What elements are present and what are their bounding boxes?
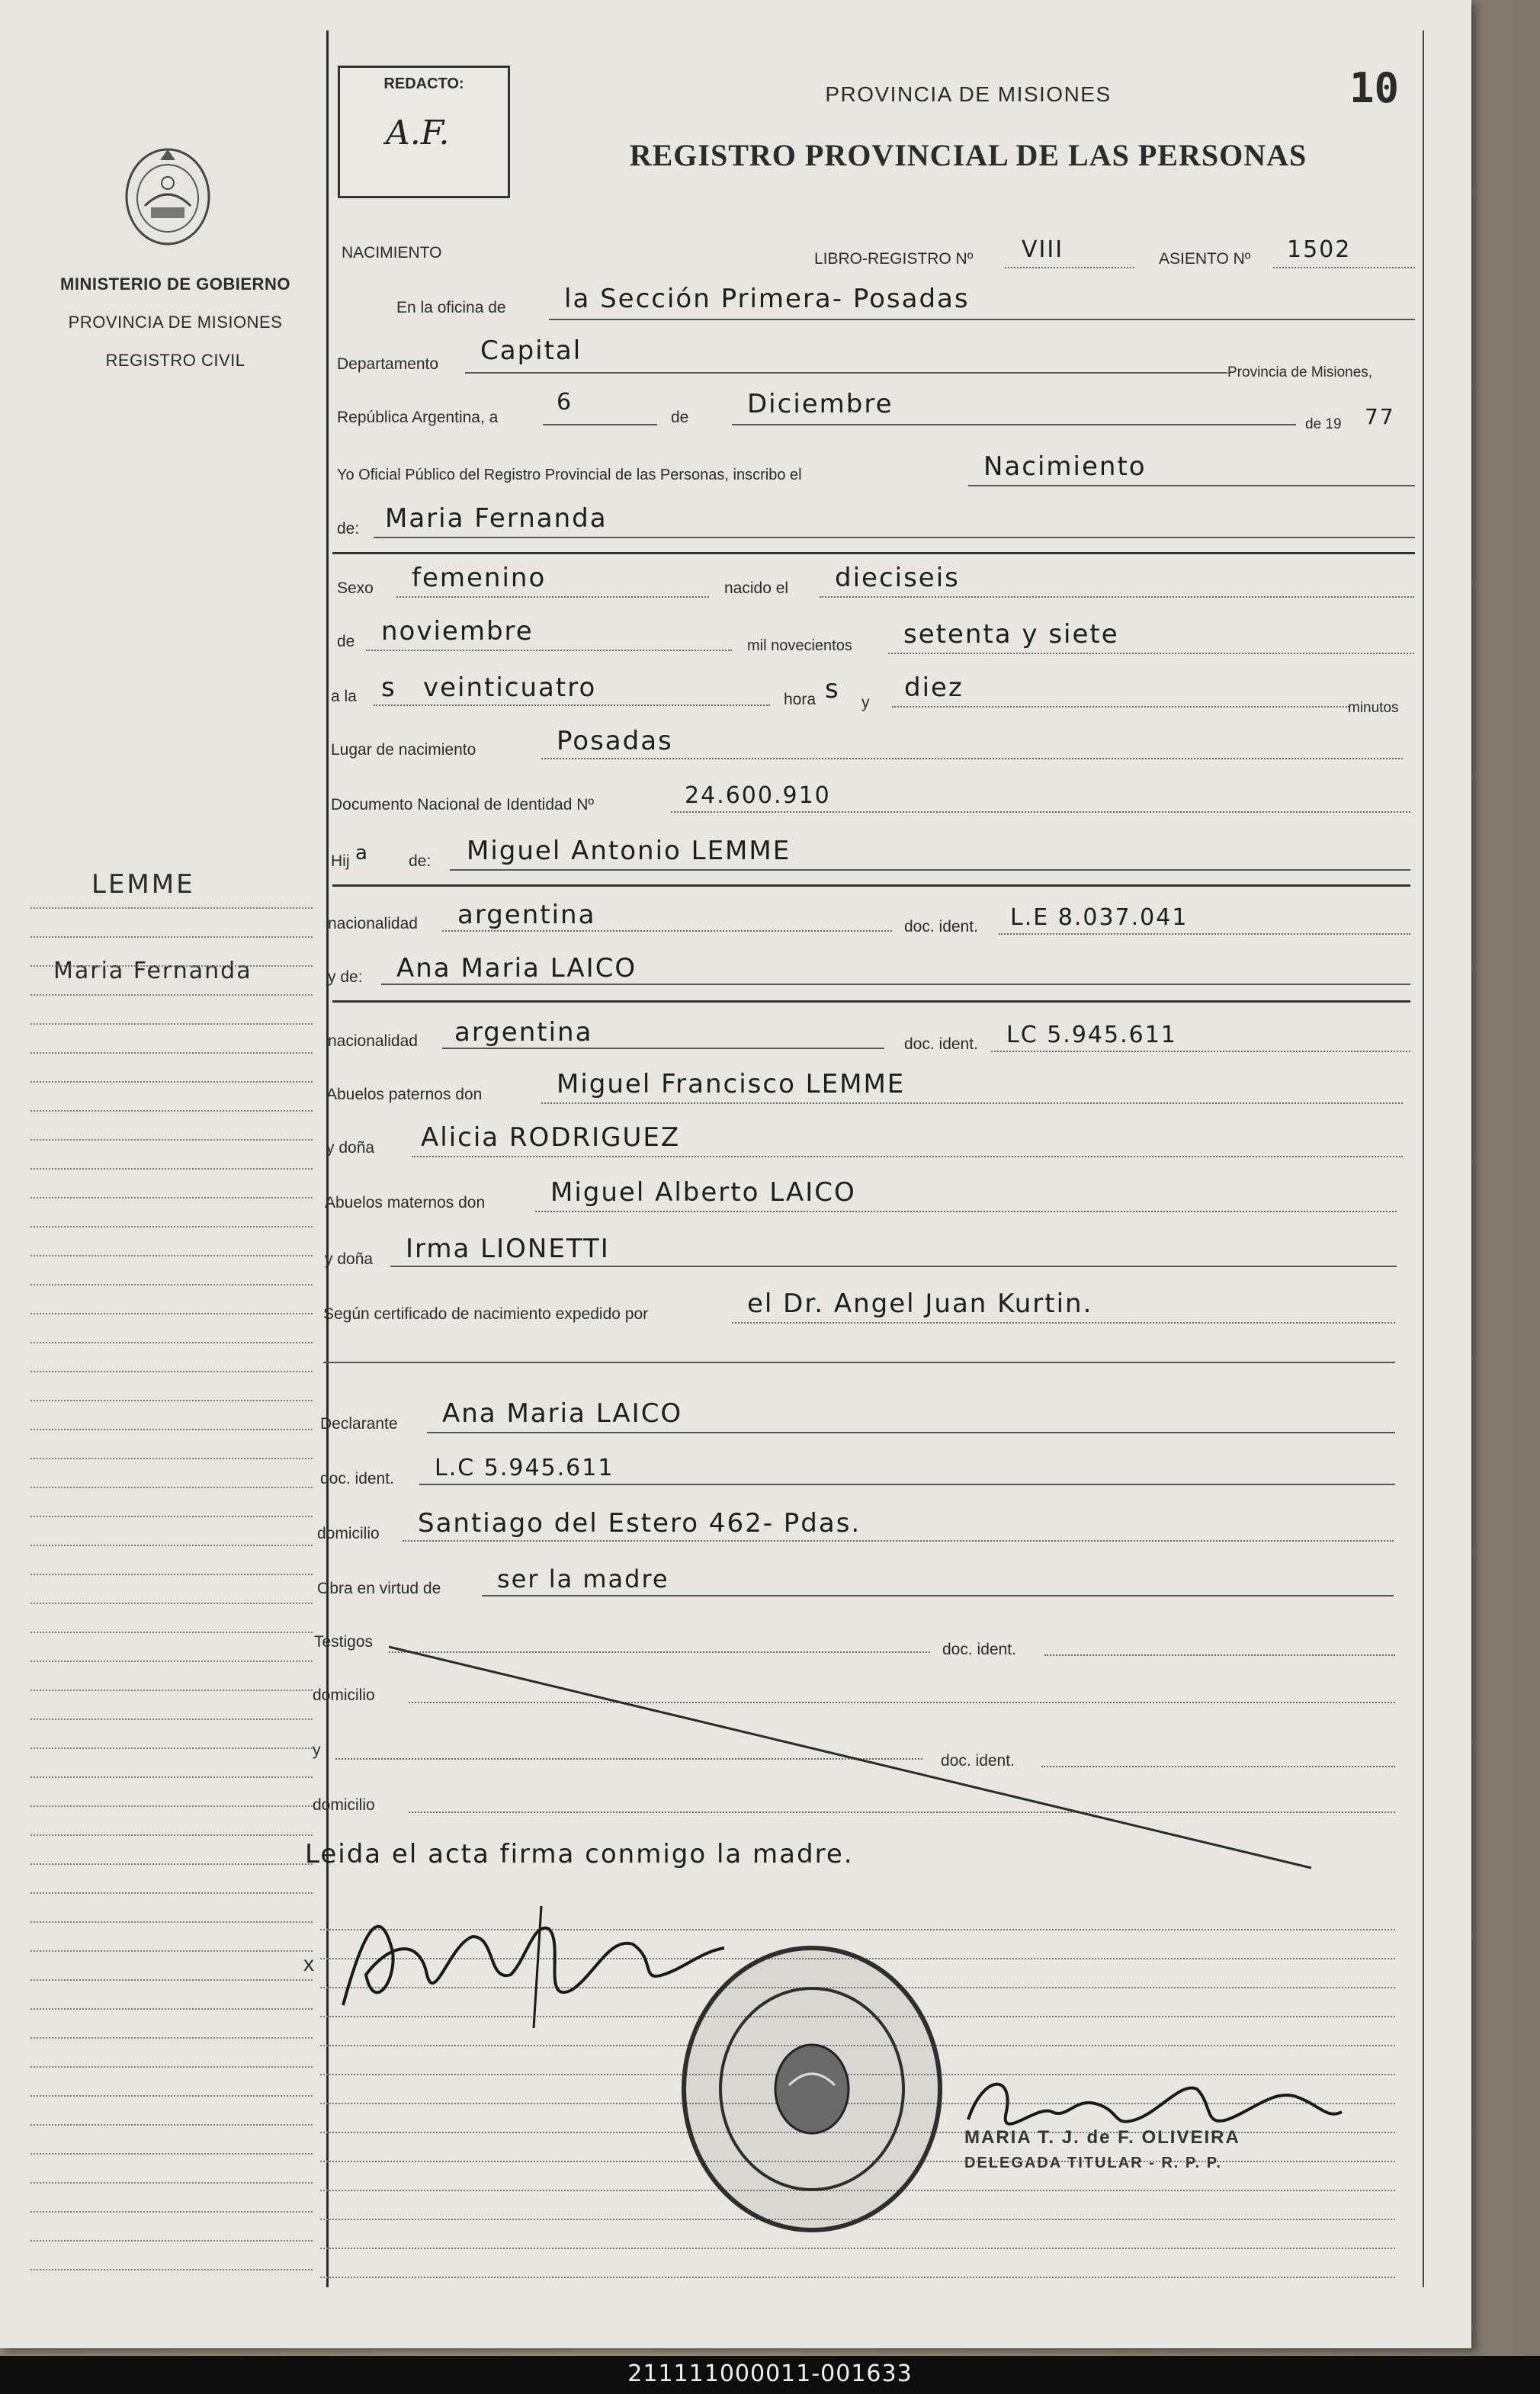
margin-ruled-line — [30, 1632, 313, 1633]
lugar-value: Posadas — [557, 726, 673, 756]
margin-ruled-line — [30, 1747, 313, 1749]
hora-value: veinticuatro — [423, 672, 597, 703]
cert-line-2 — [323, 1362, 1395, 1363]
mother-underline — [332, 1000, 1410, 1003]
margin-ruled-line — [30, 1342, 313, 1343]
dni-label: Documento Nacional de Identidad Nº — [331, 796, 595, 814]
margin-ruled-line — [30, 2037, 313, 2039]
testigos-label: Testigos — [314, 1633, 374, 1651]
signature-ruled-line — [320, 2248, 1395, 2249]
nac2-value: argentina — [454, 1017, 593, 1048]
margin-ruled-line — [30, 2182, 313, 2184]
margin-ruled-line — [30, 1603, 313, 1604]
domicilio-label: domicilio — [317, 1525, 380, 1542]
nacido-line — [820, 596, 1414, 598]
docdecl-value: L.C 5.945.611 — [435, 1455, 614, 1481]
asiento-line — [1273, 267, 1415, 268]
yde-label: y de: — [328, 968, 363, 986]
minutos-label: minutos — [1348, 700, 1399, 716]
redacto-value: A.F. — [386, 114, 450, 152]
lugar-label: Lugar de nacimiento — [331, 741, 476, 759]
dni-line — [671, 811, 1410, 813]
margin-ruled-line — [30, 1690, 313, 1691]
declarant-signature-icon — [320, 1891, 732, 2043]
declarante-line — [427, 1432, 1395, 1433]
name-de-label: de: — [337, 520, 360, 538]
testdom2-label: domicilio — [313, 1796, 375, 1814]
doc2-line — [991, 1051, 1410, 1052]
de-label: de — [671, 409, 689, 426]
margin-ruled-line — [30, 1487, 313, 1488]
mil-label: mil novecientos — [747, 637, 852, 654]
declarante-label: Declarante — [320, 1415, 398, 1433]
doc1-value: L.E 8.037.041 — [1010, 904, 1189, 931]
obra-value: ser la madre — [497, 1564, 669, 1593]
margin-ruled-line — [30, 2124, 313, 2126]
dni-value: 24.600.910 — [685, 782, 831, 809]
lugar-line — [541, 758, 1403, 759]
record-type-label: NACIMIENTO — [342, 244, 442, 262]
margin-ruled-line — [30, 2211, 313, 2213]
nacido-label: nacido el — [724, 579, 789, 597]
page-title: REGISTRO PROVINCIAL DE LAS PERSONAS — [629, 138, 1307, 172]
horas-suffix: s — [825, 674, 840, 704]
margin-ruled-line — [30, 1226, 313, 1227]
name-underline — [332, 552, 1415, 554]
oficial-label: Yo Oficial Público del Registro Provincial de las Personas, inscribo el — [337, 467, 802, 483]
docdecl-line — [419, 1484, 1395, 1485]
domicilio-line — [403, 1540, 1394, 1542]
margin-ruled-line — [30, 1805, 313, 1807]
minutos-line — [892, 706, 1349, 708]
libro-line — [1005, 267, 1134, 268]
official-seal-icon — [675, 1940, 949, 2238]
abm2-line — [390, 1266, 1397, 1267]
sexo-value: femenino — [412, 563, 547, 593]
father-line — [450, 869, 1410, 871]
margin-ruled-line — [30, 1863, 313, 1865]
birth-month-de-label: de — [337, 633, 355, 650]
testdoc2-label: doc. ident. — [941, 1752, 1015, 1770]
officer-title: DELEGADA TITULAR - R. P. P. — [964, 2155, 1223, 2171]
image-id-label: 211111000011-001633 — [627, 2360, 913, 2387]
ydona1-label: y doña — [326, 1139, 375, 1157]
margin-ruled-line — [30, 1023, 313, 1025]
oficina-label: En la oficina de — [396, 299, 506, 316]
cert-label: Según certificado de nacimiento expedido por — [323, 1305, 649, 1323]
margin-ruled-line — [30, 1110, 313, 1112]
margin-ruled-line — [30, 1661, 313, 1662]
birth-month-value: noviembre — [381, 616, 534, 647]
oficina-value: la Sección Primera- Posadas — [564, 284, 970, 314]
sidebar-surname: LEMME — [91, 869, 195, 900]
signature-ruled-line — [320, 2277, 1395, 2278]
signature-x-mark: x — [303, 1952, 314, 1975]
nacido-value: dieciseis — [835, 563, 960, 593]
name-value: Maria Fernanda — [385, 503, 608, 534]
abm-value: Miguel Alberto LAICO — [550, 1177, 856, 1208]
right-border — [1423, 30, 1424, 2287]
margin-ruled-line — [30, 1979, 313, 1981]
obra-label: Obra en virtud de — [317, 1580, 441, 1597]
docdecl-label: doc. ident. — [320, 1470, 394, 1487]
header-province: PROVINCIA DE MISIONES — [825, 82, 1112, 106]
ala-label: a la — [331, 688, 357, 705]
sexo-label: Sexo — [337, 579, 374, 597]
domicilio-value: Santiago del Estero 462- Pdas. — [418, 1508, 861, 1539]
father-value: Miguel Antonio LEMME — [467, 836, 791, 866]
abm-line — [535, 1211, 1397, 1212]
margin-ruled-line — [30, 1574, 313, 1575]
margin-ruled-line — [30, 1139, 313, 1141]
abp-line — [541, 1102, 1403, 1104]
republica-label: República Argentina, a — [337, 409, 499, 426]
sexo-line — [396, 596, 709, 598]
declarante-value: Ana Maria LAICO — [442, 1398, 683, 1429]
minutos-value: diez — [904, 672, 964, 703]
margin-ruled-line — [30, 1313, 313, 1314]
departamento-line — [465, 372, 1227, 374]
margin-ruled-line — [30, 2008, 313, 2010]
testy-label: y — [313, 1741, 321, 1759]
abm2-value: Irma LIONETTI — [406, 1234, 610, 1264]
margin-ruled-line — [30, 1776, 313, 1778]
doc1-label: doc. ident. — [904, 918, 978, 935]
nac1-line — [442, 930, 892, 932]
father-underline — [332, 884, 1410, 887]
margin-ruled-line — [30, 936, 313, 938]
obra-line — [482, 1595, 1394, 1597]
name-line — [374, 537, 1415, 538]
registry-label: REGISTRO CIVIL — [105, 351, 245, 370]
year-value: 77 — [1365, 404, 1395, 429]
testdoc1-label: doc. ident. — [942, 1641, 1016, 1658]
nac1-label: nacionalidad — [328, 915, 418, 932]
abp2-line — [412, 1156, 1403, 1157]
margin-ruled-line — [30, 1371, 313, 1372]
year-prefix: de 19 — [1305, 416, 1342, 432]
departamento-label: Departamento — [337, 355, 439, 373]
margin-ruled-line — [30, 1950, 313, 1952]
mother-line — [381, 984, 1410, 985]
hora-value-prefix: s — [381, 672, 396, 703]
departamento-value: Capital — [480, 335, 582, 366]
margin-ruled-line — [30, 1545, 313, 1546]
provincial-emblem-icon — [114, 137, 221, 252]
abp-label: Abuelos paternos don — [326, 1086, 483, 1103]
month-line — [732, 424, 1296, 425]
sidebar-given-names: Maria Fernanda — [53, 958, 252, 984]
birth-month-line — [366, 650, 732, 651]
margin-ruled-line — [30, 1168, 313, 1170]
asiento-label: ASIENTO Nº — [1159, 250, 1251, 268]
margin-ruled-line — [30, 1197, 313, 1199]
birth-year-line — [888, 653, 1414, 654]
margin-ruled-line — [30, 907, 313, 909]
ydona2-label: y doña — [325, 1250, 374, 1268]
margin-ruled-line — [30, 2153, 313, 2155]
page-number: 10 — [1349, 64, 1400, 112]
cert-line — [732, 1322, 1395, 1324]
father-de-label: de: — [409, 852, 432, 870]
oficial-line — [968, 485, 1415, 486]
nac2-line — [442, 1048, 884, 1049]
ministry-label: MINISTERIO DE GOBIERNO — [60, 274, 290, 294]
margin-ruled-line — [30, 1429, 313, 1430]
hij-label: Hij — [331, 852, 350, 870]
margin-ruled-line — [30, 1516, 313, 1517]
y-label: y — [861, 694, 870, 711]
margin-ruled-line — [30, 1892, 313, 1894]
nac1-value: argentina — [457, 900, 596, 930]
redacto-box — [338, 66, 510, 198]
mother-value: Ana Maria LAICO — [396, 953, 637, 984]
doc1-line — [999, 933, 1410, 935]
officer-name: MARIA T. J. de F. OLIVEIRA — [964, 2127, 1240, 2148]
nac2-label: nacionalidad — [328, 1032, 418, 1050]
margin-ruled-line — [30, 1284, 313, 1285]
horas-label: hora — [784, 691, 817, 708]
margin-ruled-line — [30, 965, 313, 967]
province-label: PROVINCIA DE MISIONES — [68, 313, 283, 332]
doc2-label: doc. ident. — [904, 1035, 978, 1053]
abm-label: Abuelos maternos don — [325, 1194, 486, 1211]
margin-ruled-line — [30, 1052, 313, 1054]
margin-ruled-line — [30, 2240, 313, 2242]
libro-value: VIII — [1022, 236, 1064, 263]
redacto-label: REDACTO: — [383, 75, 464, 92]
margin-ruled-line — [30, 2095, 313, 2097]
hora-line — [374, 704, 770, 706]
asiento-value: 1502 — [1287, 236, 1352, 263]
margin-ruled-line — [30, 2269, 313, 2270]
hij-suffix: a — [355, 842, 369, 865]
day-line — [543, 424, 657, 425]
margin-ruled-line — [30, 2066, 313, 2068]
closing-statement: Leida el acta firma conmigo la madre. — [305, 1839, 854, 1869]
cert-value: el Dr. Angel Juan Kurtin. — [747, 1288, 1093, 1319]
abp2-value: Alicia RODRIGUEZ — [421, 1122, 681, 1153]
margin-ruled-line — [30, 1718, 313, 1720]
oficial-value: Nacimiento — [983, 451, 1147, 482]
margin-ruled-line — [30, 1081, 313, 1083]
oficina-line — [549, 319, 1415, 320]
provincia-suffix: Provincia de Misiones, — [1227, 364, 1373, 380]
libro-label: LIBRO-REGISTRO Nº — [814, 250, 974, 268]
birth-year-value: setenta y siete — [903, 619, 1119, 650]
day-value: 6 — [557, 389, 573, 416]
month-value: Diciembre — [747, 389, 894, 419]
margin-ruled-line — [30, 994, 313, 996]
margin-ruled-line — [30, 1255, 313, 1256]
margin-ruled-line — [30, 1400, 313, 1401]
testdom1-label: domicilio — [313, 1686, 375, 1704]
margin-ruled-line — [30, 1458, 313, 1459]
margin-ruled-line — [30, 1834, 313, 1836]
abp-value: Miguel Francisco LEMME — [557, 1069, 906, 1099]
doc2-value: LC 5.945.611 — [1006, 1022, 1177, 1048]
margin-ruled-line — [30, 1921, 313, 1923]
